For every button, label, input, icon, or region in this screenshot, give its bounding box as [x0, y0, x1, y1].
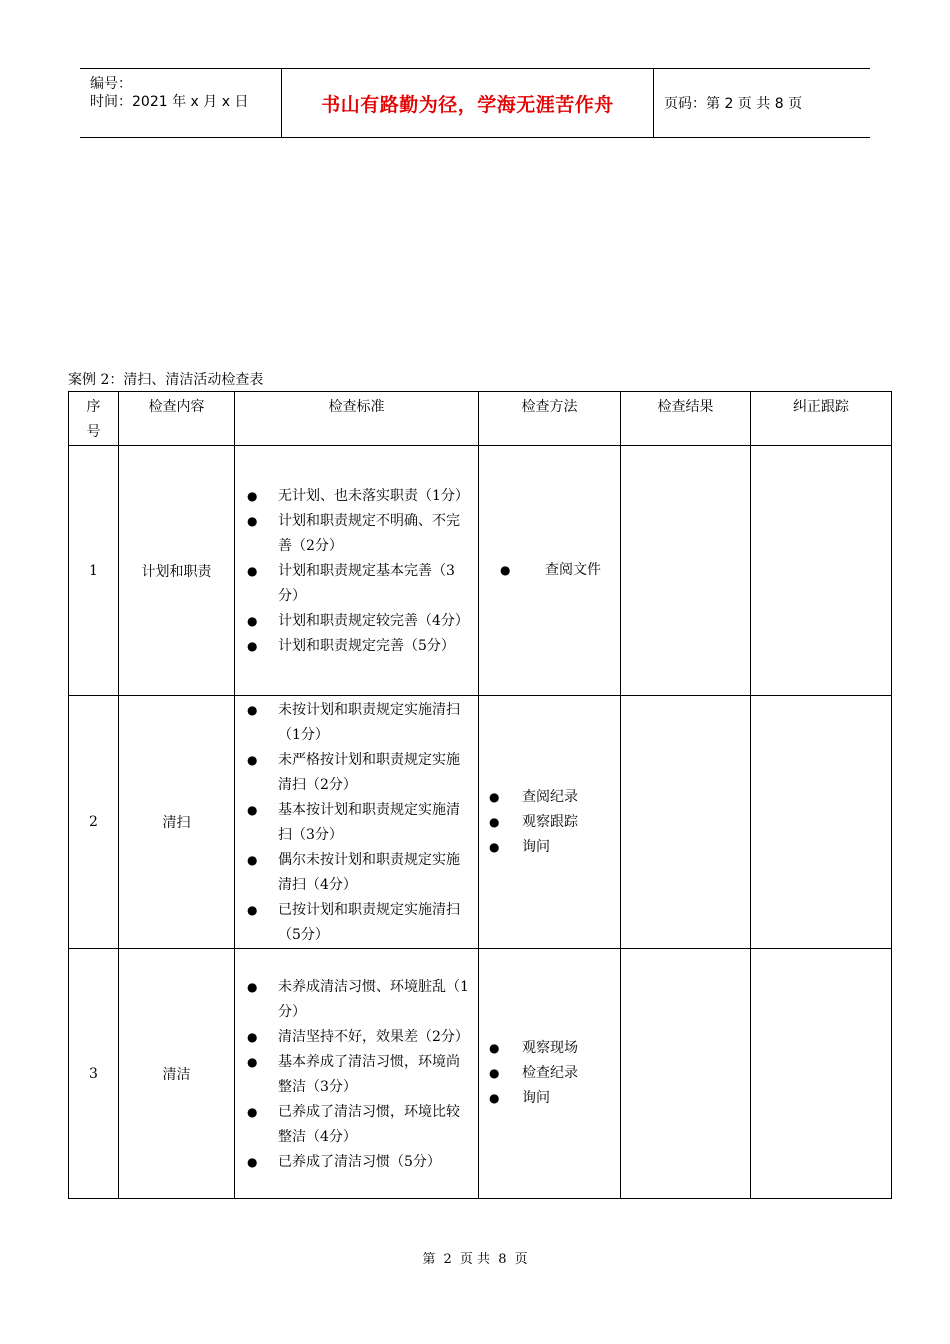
- table-header-row: [69, 392, 892, 446]
- row-item: 清洁: [119, 949, 235, 1199]
- row-standards: [235, 696, 479, 949]
- row-methods: [479, 446, 621, 696]
- header-result: 检查结果: [621, 392, 751, 446]
- standard-item: ● 已按计划和职责规定实施清扫（5分）: [243, 898, 470, 948]
- table-row: [69, 446, 892, 696]
- row-number: 2: [69, 696, 119, 949]
- footer-prefix: 第: [422, 1252, 436, 1267]
- standard-item: ● 偶尔未按计划和职责规定实施清扫（4分）: [243, 848, 470, 898]
- header-standard: 检查标准: [235, 392, 479, 446]
- standard-item: ● 未严格按计划和职责规定实施清扫（2分）: [243, 748, 470, 798]
- standard-item: ● 未养成清洁习惯、环境脏乱（1分）: [243, 975, 470, 1025]
- method-item: ● 查阅纪录: [489, 785, 620, 810]
- header-page-cell: [654, 69, 870, 137]
- header-method: 检查方法: [479, 392, 621, 446]
- page-header: [80, 68, 870, 138]
- method-item: ● 观察跟踪: [489, 810, 620, 835]
- row-tracking: [751, 949, 892, 1199]
- table-row: [69, 696, 892, 949]
- row-item: 计划和职责: [119, 446, 235, 696]
- table-row: [69, 949, 892, 1199]
- page-footer: [0, 1248, 950, 1267]
- page-code: 页码：第 2 页 共 8 页: [664, 96, 803, 112]
- footer-suffix: 页: [514, 1252, 528, 1267]
- method-item: ● 检查纪录: [489, 1061, 620, 1086]
- footer-middle: 页 共: [459, 1252, 491, 1267]
- header-item: 检查内容: [119, 392, 235, 446]
- method-item: ● 查阅文件: [500, 558, 620, 583]
- header-motto-cell: [282, 69, 654, 137]
- standard-item: ● 无计划、也未落实职责（1分）: [243, 484, 470, 509]
- header-no: 序号: [69, 392, 119, 446]
- method-item: ● 观察现场: [489, 1036, 620, 1061]
- row-tracking: [751, 446, 892, 696]
- standard-item: ● 计划和职责规定较完善（4分）: [243, 609, 470, 634]
- footer-total-pages: 8: [498, 1252, 507, 1267]
- standard-item: ● 基本养成了清洁习惯，环境尚整洁（3分）: [243, 1050, 470, 1100]
- standard-item: ● 计划和职责规定基本完善（3分）: [243, 559, 470, 609]
- row-methods: [479, 696, 621, 949]
- number-label: 编号：: [90, 76, 132, 92]
- row-result: [621, 949, 751, 1199]
- row-result: [621, 696, 751, 949]
- row-methods: [479, 949, 621, 1199]
- standard-item: ● 未按计划和职责规定实施清扫（1分）: [243, 698, 470, 748]
- row-number: 3: [69, 949, 119, 1199]
- standard-item: ● 清洁坚持不好，效果差（2分）: [243, 1025, 470, 1050]
- row-result: [621, 446, 751, 696]
- row-standards: [235, 446, 479, 696]
- motto-text: 书山有路勤为径，学海无涯苦作舟: [321, 93, 614, 116]
- standard-item: ● 已养成了清洁习惯（5分）: [243, 1150, 470, 1175]
- standard-item: ● 计划和职责规定不明确、不完善（2分）: [243, 509, 470, 559]
- method-item: ● 询问: [489, 1086, 620, 1111]
- row-number: 1: [69, 446, 119, 696]
- header-meta-cell: [80, 69, 282, 137]
- row-item: 清扫: [119, 696, 235, 949]
- footer-page-number: 2: [443, 1252, 452, 1267]
- row-standards: [235, 949, 479, 1199]
- header-tracking: 纠正跟踪: [751, 392, 892, 446]
- standard-item: ● 基本按计划和职责规定实施清扫（3分）: [243, 798, 470, 848]
- standard-item: ● 计划和职责规定完善（5分）: [243, 634, 470, 659]
- row-tracking: [751, 696, 892, 949]
- table-caption: 案例 2：清扫、清洁活动检查表: [68, 372, 264, 388]
- standard-item: ● 已养成了清洁习惯，环境比较整洁（4分）: [243, 1100, 470, 1150]
- method-item: ● 询问: [489, 835, 620, 860]
- inspection-table: [68, 391, 892, 1199]
- time-label: 时间：2021 年 x 月 x 日: [90, 94, 249, 110]
